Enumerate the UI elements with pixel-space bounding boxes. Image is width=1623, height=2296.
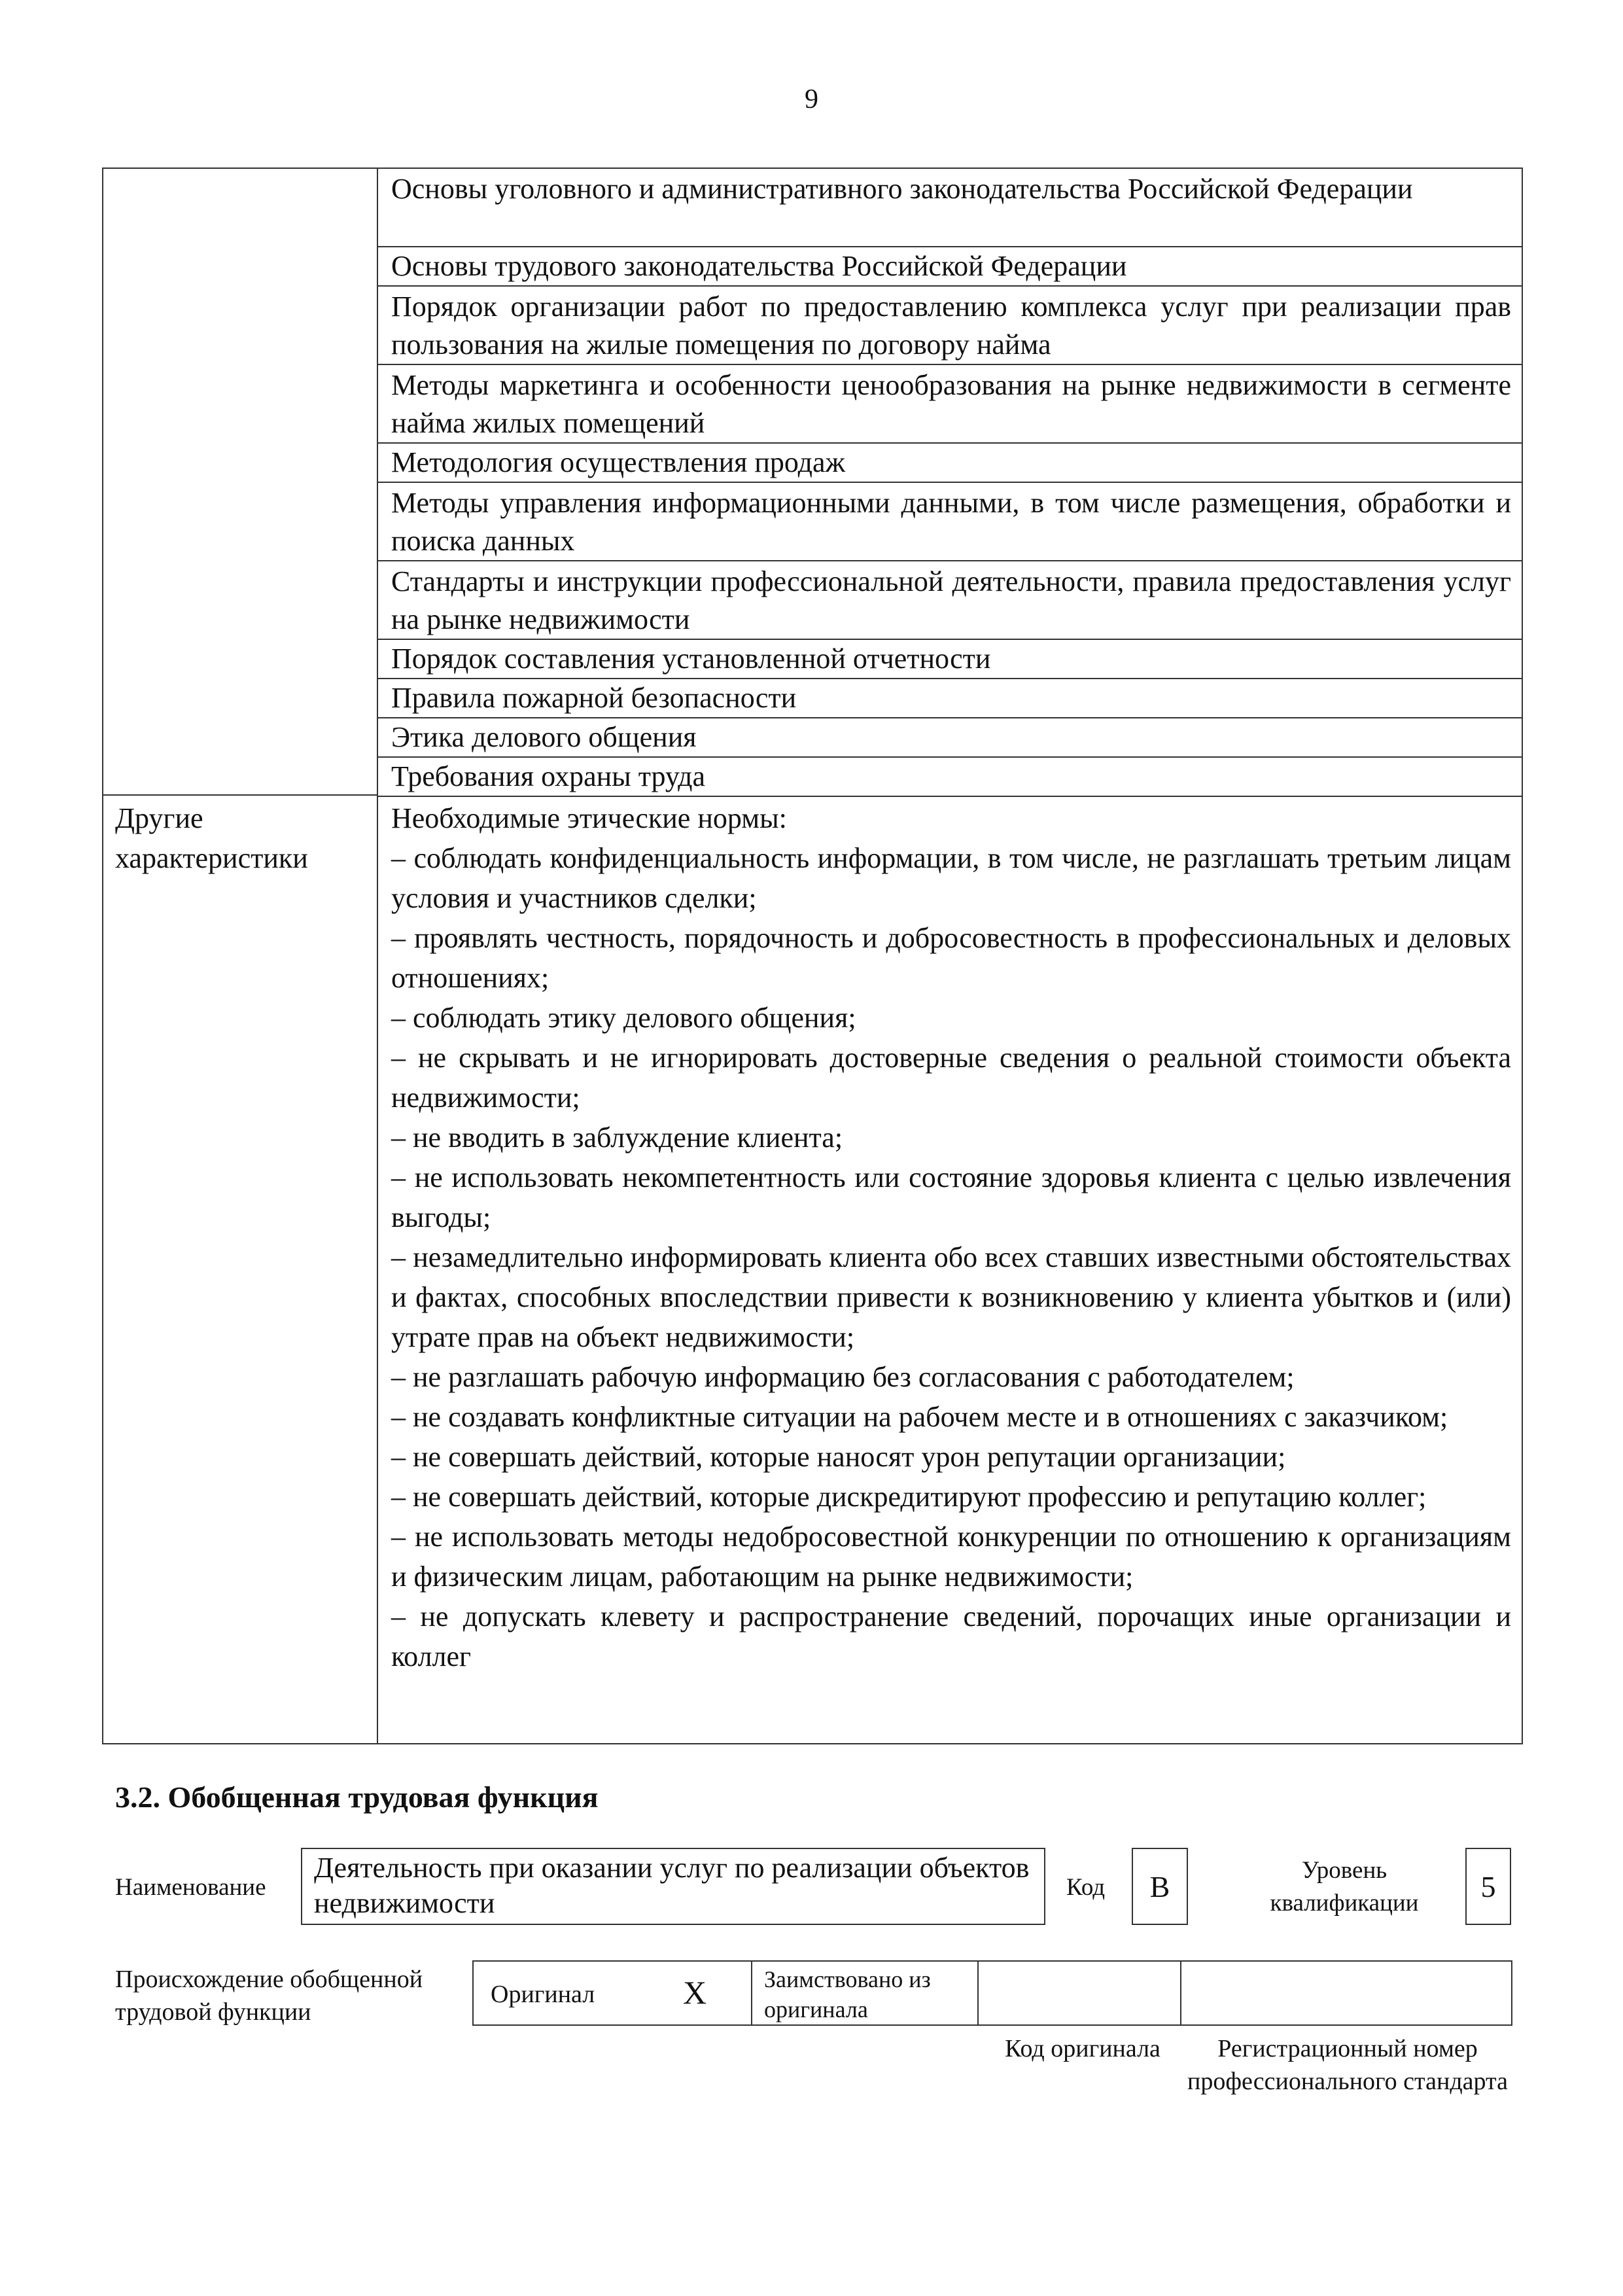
ethics-list <box>391 798 1511 1676</box>
knowledge-list <box>378 169 1522 797</box>
ethics-item: – не допускать клевету и распространение сведений, порочащих иные организации и коллег <box>391 1600 1511 1672</box>
ethics-item: – не создавать конфликтные ситуации на рабочем месте и в отношениях с заказчиком; <box>391 1401 1448 1433</box>
registration-number-caption: Регистрационный номер профессионального стандарта <box>1187 2035 1508 2095</box>
knowledge-item: Методы маркетинга и особенности ценообразования на рынке недвижимости в сегменте найма жилых помещений <box>378 365 1522 444</box>
name-label: Наименование <box>115 1874 266 1901</box>
knowledge-table <box>102 168 1523 1744</box>
knowledge-item: Стандарты и инструкции профессиональной деятельности, правила предоставления услуг на рынке недвижимости <box>378 561 1522 640</box>
left-column <box>103 169 378 1743</box>
borrowed-label: Заимствовано из оригинала <box>764 1966 931 2022</box>
section-title: 3.2. Обобщенная трудовая функция <box>115 1780 599 1814</box>
cell-divider <box>1180 1962 1181 2024</box>
ethics-item: – не использовать некомпетентность или состояние здоровья клиента с целью извлечения выгоды; <box>391 1161 1511 1233</box>
ethics-item: – не вводить в заблуждение клиента; <box>391 1122 843 1154</box>
ethics-item: – не совершать действий, которые наносят урон репутации организации; <box>391 1441 1286 1473</box>
knowledge-item: Основы трудового законодательства Российской Федерации <box>378 247 1522 287</box>
qualification-level-field: 5 <box>1465 1848 1511 1925</box>
function-name-field: Деятельность при оказании услуг по реализации объектов недвижимости <box>301 1848 1045 1925</box>
ethics-item: – не использовать методы недобросовестной конкуренции по отношению к организациям и физическим лицам, работающим на рынке недвижимости; <box>391 1521 1511 1593</box>
knowledge-item: Основы уголовного и административного законодательства Российской Федерации <box>378 169 1522 247</box>
knowledge-item: Этика делового общения <box>378 718 1522 758</box>
cell-divider <box>977 1962 979 2024</box>
ethics-item: – проявлять честность, порядочность и добросовестность в профессиональных и деловых отношениях; <box>391 922 1511 994</box>
origin-code-caption: Код оригинала <box>1005 2035 1161 2062</box>
knowledge-item: Требования охраны труда <box>378 758 1522 797</box>
knowledge-item: Порядок организации работ по предоставлению комплекса услуг при реализации прав пользования на жилые помещения по договору найма <box>378 287 1522 365</box>
ethics-item: – соблюдать конфиденциальность информации, в том числе, не разглашать третьим лицам условия и участников сделки; <box>391 842 1511 914</box>
cell-divider <box>751 1962 752 2024</box>
knowledge-item: Правила пожарной безопасности <box>378 679 1522 718</box>
ethics-item: – не совершать действий, которые дискредитируют профессию и репутацию коллег; <box>391 1481 1427 1513</box>
other-characteristics-label: Другие характеристики <box>115 802 308 874</box>
qualification-level-label: Уровень квалификации <box>1270 1857 1419 1916</box>
code-label: Код <box>1066 1874 1106 1901</box>
origin-table <box>472 1960 1512 2026</box>
ethics-item: – не скрывать и не игнорировать достоверные сведения о реальной стоимости объекта недвижимости; <box>391 1042 1511 1114</box>
ethics-item: – не разглашать рабочую информацию без согласования с работодателем; <box>391 1361 1295 1393</box>
knowledge-item: Методы управления информационными данными, в том числе размещения, обработки и поиска данных <box>378 483 1522 561</box>
ethics-heading: Необходимые этические нормы: <box>391 802 787 834</box>
code-value-field: B <box>1132 1848 1188 1925</box>
origin-label: Происхождение обобщенной трудовой функции <box>115 1966 423 2026</box>
ethics-item: – соблюдать этику делового общения; <box>391 1002 856 1034</box>
original-label: Оригинал <box>491 1981 595 2008</box>
row-divider <box>103 794 378 796</box>
ethics-item: – незамедлительно информировать клиента обо всех ставших известными обстоятельствах и фактах, способных впоследствии привести к возникновению у клиента убытков и (или) утрате прав на объект недвижимости; <box>391 1241 1511 1353</box>
knowledge-item: Порядок составления установленной отчетности <box>378 640 1522 679</box>
knowledge-item: Методология осуществления продаж <box>378 444 1522 483</box>
page-number: 9 <box>805 84 818 115</box>
original-mark: X <box>683 1974 707 2011</box>
